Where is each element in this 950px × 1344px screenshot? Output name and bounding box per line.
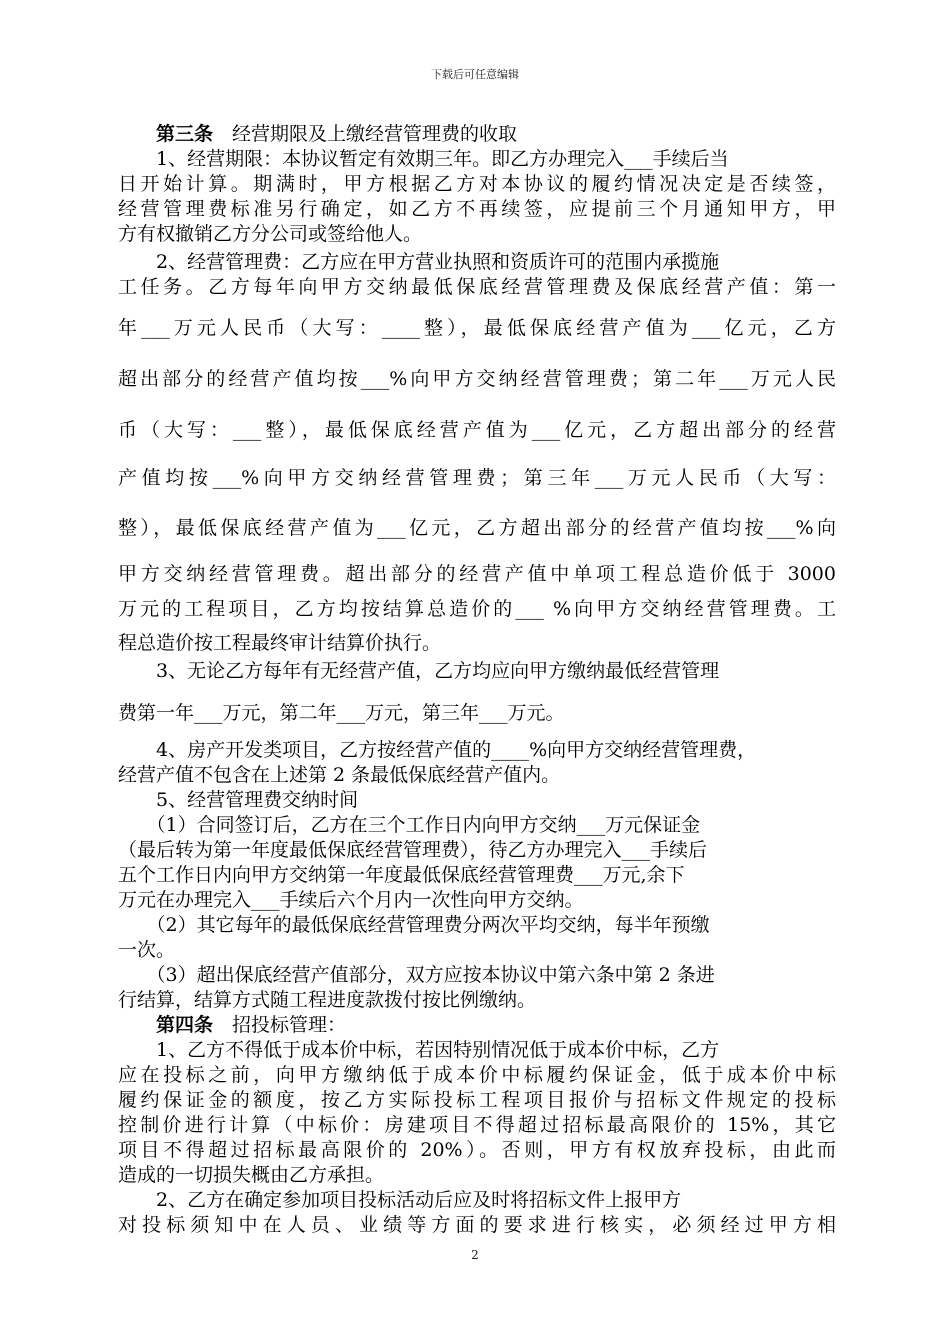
text-line: 3、无论乙方每年有无经营产值，乙方均应向甲方缴纳最低经营管理 [118, 660, 720, 682]
text-line: 经营产值不包含在上述第 2 条最低保底经营产值内。 [118, 764, 561, 786]
text-line: 4、房产开发类项目，乙方按经营产值的____%向甲方交纳经营管理费， [118, 739, 757, 761]
text-line: （最后转为第一年度最低保底经营管理费），待乙方办理完入___手续后 [118, 839, 708, 861]
text-line: 1、乙方不得低于成本价中标，若因特别情况低于成本价中标，乙方 [118, 1039, 720, 1061]
text-line: 万元在办理完入___手续后六个月内一次性向甲方交纳。 [118, 889, 584, 911]
article-3-title: 经营期限及上缴经营管理费的收取 [213, 123, 518, 145]
heading-article-3 [118, 122, 517, 146]
text-line: （1）合同签订后，乙方在三个工作日内向甲方交纳___万元保证金 [118, 814, 701, 836]
text-line: 超出部分的经营产值均按___%向甲方交纳经营管理费；第二年___万元人民 [118, 368, 836, 390]
page-header: 下载后可任意编辑 [431, 68, 519, 81]
text-line: 控制价进行计算（中标价：房建项目不得超过招标最高限价的 15%，其它 [118, 1114, 836, 1136]
article-4-title: 招投标管理： [213, 1014, 347, 1036]
text-line: 甲方交纳经营管理费。超出部分的经营产值中单项工程总造价低于 3000 [118, 563, 836, 585]
text-line: 五个工作日内向甲方交纳第一年度最低保底经营管理费___万元,余下 [118, 864, 685, 886]
text-line: 年___万元人民币（大写：____整），最低保底经营产值为___亿元，乙方 [118, 317, 836, 339]
text-line: 日开始计算。期满时，甲方根据乙方对本协议的履约情况决定是否续签， [118, 173, 836, 195]
text-line: 程总造价按工程最终审计结算价执行。 [118, 632, 442, 654]
article-3-label: 第三条 [156, 123, 214, 145]
text-line: 2、经营管理费：乙方应在甲方营业执照和资质许可的范围内承揽施 [118, 251, 720, 273]
text-line: 造成的一切损失概由乙方承担。 [118, 1164, 385, 1186]
text-line: 应在投标之前，向甲方缴纳低于成本价中标履约保证金，低于成本价中标 [118, 1064, 836, 1086]
text-line: 2、乙方在确定参加项目投标活动后应及时将招标文件上报甲方 [118, 1189, 682, 1211]
article-4-label: 第四条 [156, 1014, 214, 1036]
text-line: 经营管理费标准另行确定，如乙方不再续签，应提前三个月通知甲方，甲 [118, 198, 836, 220]
text-line: 工任务。乙方每年向甲方交纳最低保底经营管理费及保底经营产值：第一 [118, 276, 836, 298]
text-line: （2）其它每年的最低保底经营管理费分两次平均交纳，每半年预缴 [118, 914, 710, 936]
heading-article-4 [118, 1013, 346, 1037]
text-line: 行结算，结算方式随工程进度款拨付按比例缴纳。 [118, 989, 537, 1011]
text-line: （3）超出保底经营产值部分，双方应按本协议中第六条中第 2 条进 [118, 964, 715, 986]
text-line: 对投标须知中在人员、业绩等方面的要求进行核实，必须经过甲方相 [118, 1214, 836, 1236]
text-line: 整），最低保底经营产值为___亿元，乙方超出部分的经营产值均按___%向 [118, 517, 836, 539]
text-line: 费第一年___万元，第二年___万元，第三年___万元。 [118, 702, 565, 724]
text-line: 5、经营管理费交纳时间 [118, 789, 359, 811]
text-line: 产值均按___%向甲方交纳经营管理费；第三年___万元人民币（大写： [118, 467, 836, 489]
text-line: 项目不得超过招标最高限价的 20%）。否则，甲方有权放弃投标，由此而 [118, 1139, 836, 1161]
text-line: 币（大写：___整），最低保底经营产值为___亿元，乙方超出部分的经营 [118, 419, 836, 441]
text-line: 一次。 [118, 939, 176, 961]
page-number: 2 [471, 1248, 479, 1262]
text-line: 履约保证金的额度，按乙方实际投标工程项目报价与招标文件规定的投标 [118, 1089, 836, 1111]
text-line: 1、经营期限：本协议暂定有效期三年。即乙方办理完入___手续后当 [118, 148, 729, 170]
text-line: 方有权撤销乙方分公司或签给他人。 [118, 223, 423, 245]
text-line: 万元的工程项目，乙方均按结算总造价的___ %向甲方交纳经营管理费。工 [118, 598, 836, 620]
